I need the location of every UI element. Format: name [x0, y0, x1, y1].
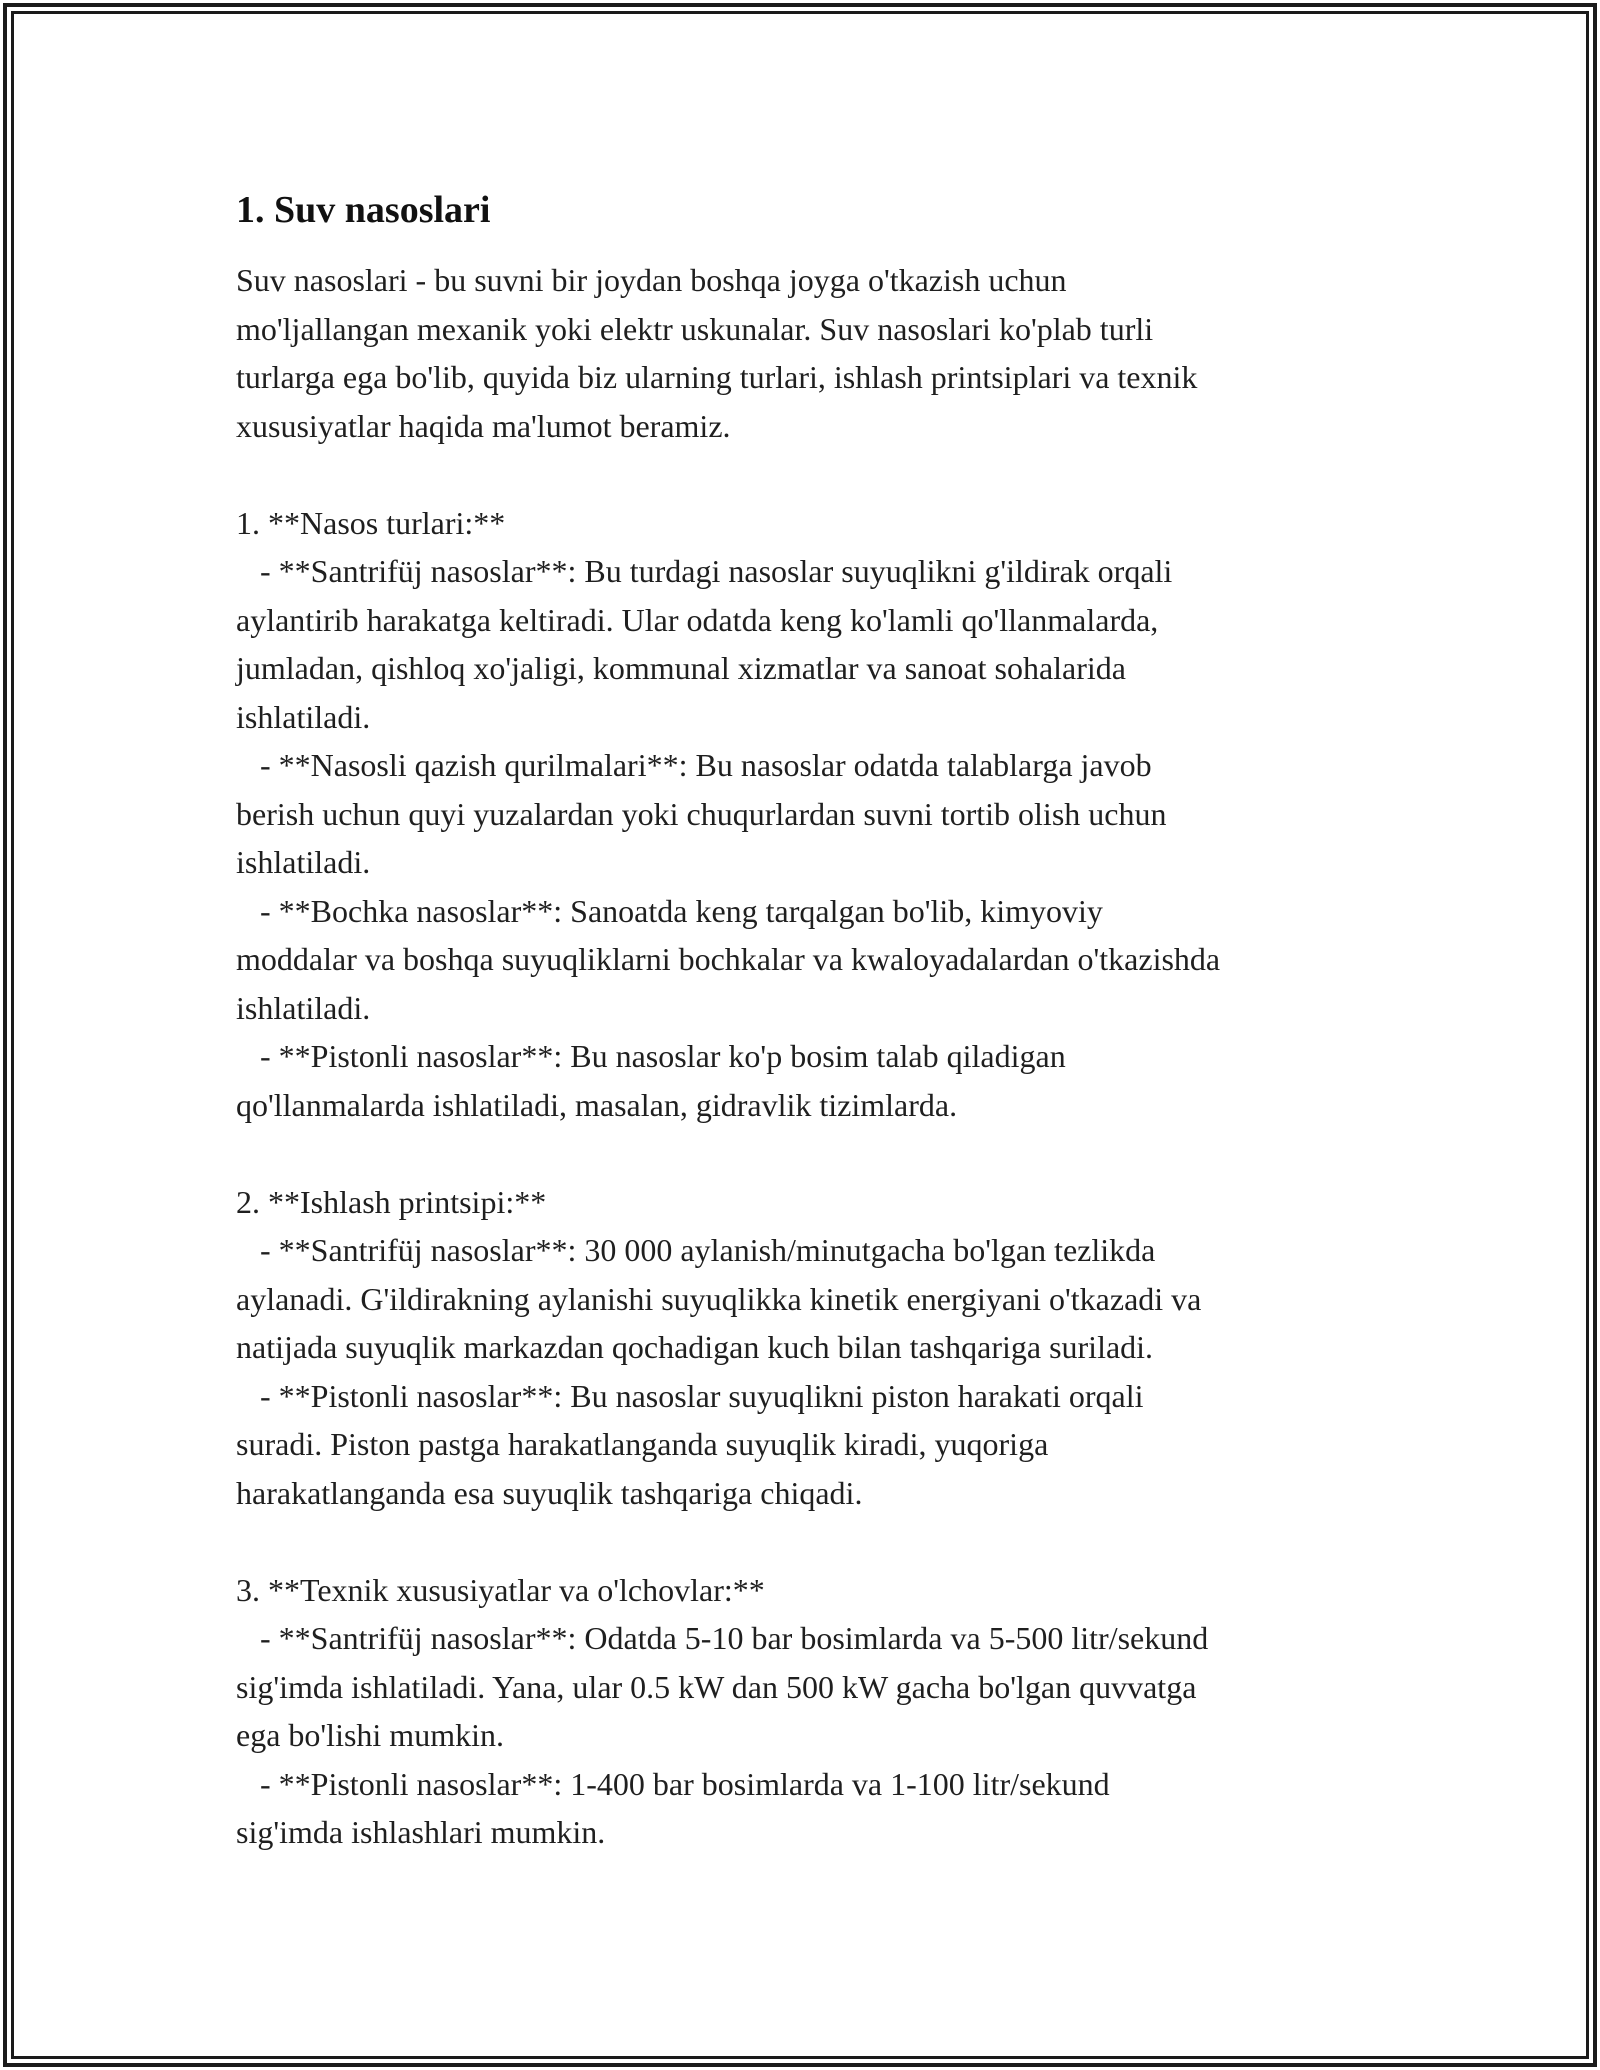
- list-item: - **Santrifüj nasoslar**: Bu turdagi nasoslar suyuqlikni g'ildirak orqali aylantirib harakatga keltiradi. Ular odatda keng ko'lamli qo'llanmalarda, jumladan, qishloq xo'jaligi, kommunal xizmatlar va sanoat sohalarida ishlatiladi.: [236, 553, 1173, 735]
- document-title: 1. Suv nasoslari: [236, 189, 491, 231]
- list-item: - **Nasosli qazish qurilmalari**: Bu nasoslar odatda talablarga javob berish uchun quyi yuzalardan yoki chuqurlardan suvni tortib olish uchun ishlatiladi.: [236, 747, 1167, 880]
- intro-paragraph: Suv nasoslari - bu suvni bir joydan boshqa joyga o'tkazish uchun mo'ljallangan mexanik yoki elektr uskunalar. Suv nasoslari ko'plab turli turlarga ega bo'lib, quyida biz ularning turlari, ishlash printsiplari va texnik xususiyatlar haqida ma'lumot beramiz.: [236, 262, 1198, 444]
- section-nasos-turlari: [236, 499, 1376, 1130]
- list-item: - **Santrifüj nasoslar**: 30 000 aylanish/minutgacha bo'lgan tezlikda aylanadi. G'ildirakning aylanishi suyuqlikka kinetik energiyani o'tkazadi va natijada suyuqlik markazdan qochadigan kuch bilan tashqariga suriladi.: [236, 1232, 1202, 1365]
- list-item: - **Bochka nasoslar**: Sanoatda keng tarqalgan bo'lib, kimyoviy moddalar va boshqa suyuqliklarni bochkalar va kwaloyadalardan o'tkazishda ishlatiladi.: [236, 892, 1221, 1026]
- list-item: - **Pistonli nasoslar**: Bu nasoslar ko'p bosim talab qiladigan qo'llanmalarda ishlatiladi, masalan, gidravlik tizimlarda.: [236, 1038, 1066, 1123]
- section-ishlash-printsipi: [236, 1178, 1376, 1518]
- list-item: - **Santrifüj nasoslar**: Odatda 5-10 bar bosimlarda va 5-500 litr/sekund sig'imda ishlatiladi. Yana, ular 0.5 kW dan 500 kW gacha bo'lgan quvvatga ega bo'lishi mumkin.: [236, 1620, 1209, 1753]
- section-heading: 2. **Ishlash printsipi:**: [236, 1183, 547, 1220]
- section-heading: 1. **Nasos turlari:**: [236, 504, 506, 541]
- list-item: - **Pistonli nasoslar**: Bu nasoslar suyuqlikni piston harakati orqali suradi. Piston pastga harakatlanganda suyuqlik kiradi, yuqoriga harakatlanganda esa suyuqlik tashqariga chiqadi.: [236, 1377, 1144, 1511]
- document-body: [236, 186, 1376, 1857]
- section-heading: 3. **Texnik xususiyatlar va o'lchovlar:**: [236, 1571, 765, 1608]
- section-texnik-xususiyatlar: [236, 1566, 1376, 1857]
- list-item: - **Pistonli nasoslar**: 1-400 bar bosimlarda va 1-100 litr/sekund sig'imda ishlashlari mumkin.: [236, 1765, 1110, 1850]
